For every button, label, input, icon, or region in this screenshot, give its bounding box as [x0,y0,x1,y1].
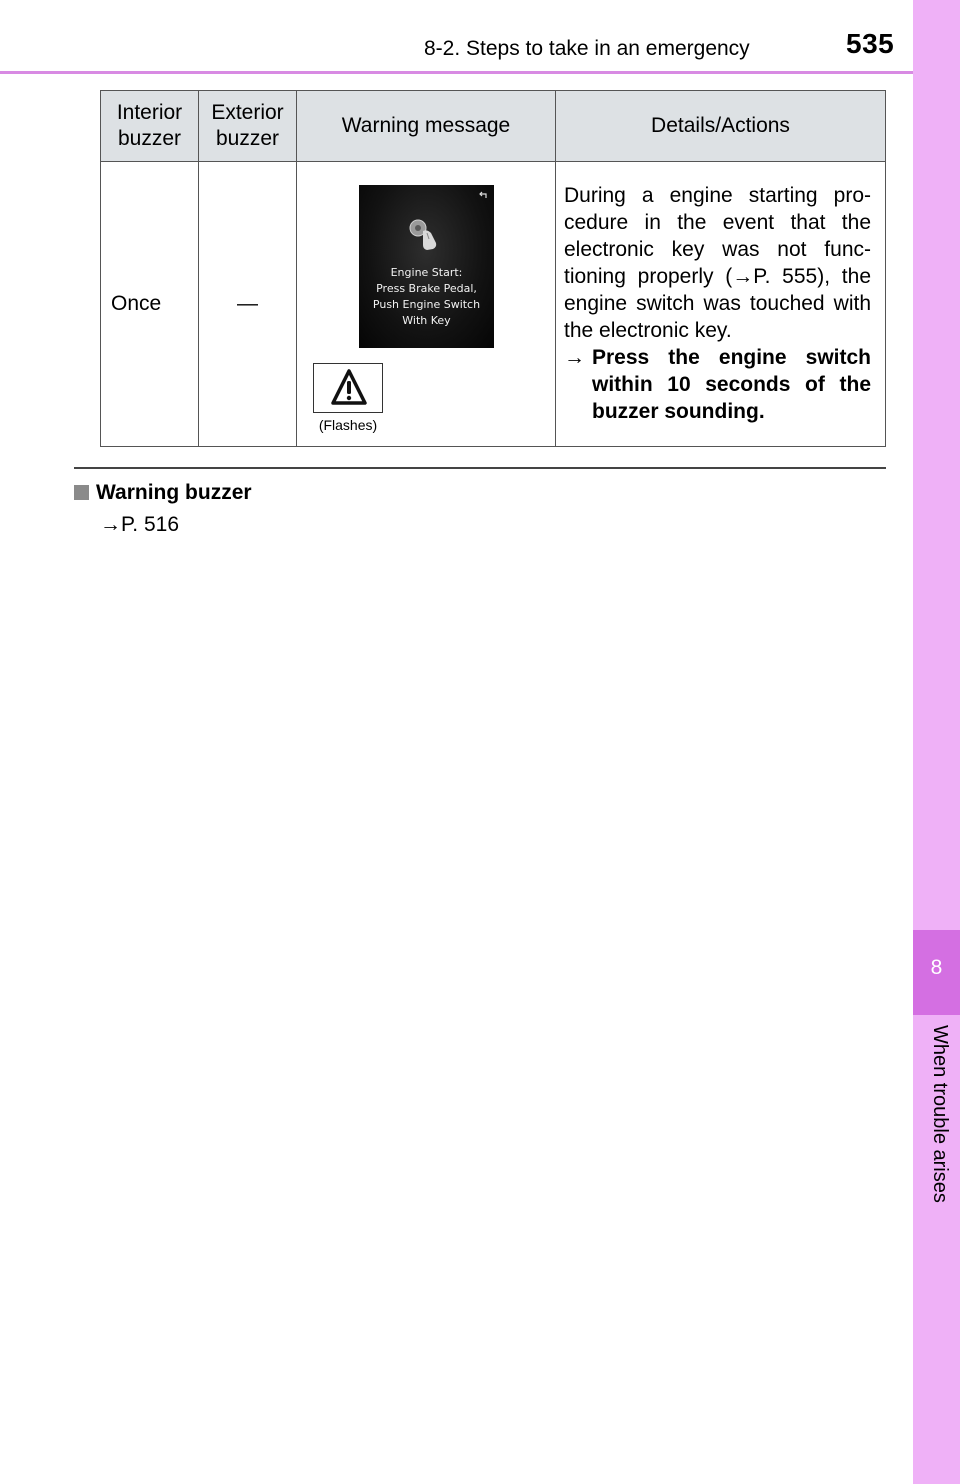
square-bullet-icon [74,485,89,500]
cell-details-actions [556,162,886,447]
warning-triangle-icon [330,368,368,408]
page-header [0,0,913,76]
section-heading [74,481,252,505]
back-arrow-icon [478,190,488,200]
table-row [101,162,886,447]
chapter-title [921,1025,951,1245]
chapter-number-block [913,930,960,1015]
section-title: 8-2. Steps to take in an emergency [424,37,750,60]
header-interior-buzzer: Interior buzzer [101,91,199,162]
header-exterior-buzzer: Exterior buzzer [199,91,297,162]
page-reference: →P. 516 [100,513,180,536]
chapter-number: 8 [930,956,943,979]
action-arrow: → [564,346,585,369]
details-text: During a engine starting pro-cedure in the event that the electronic key was not func-tioning properly (→P. 555), the engine switch was touched with the electronic key. [564,184,871,342]
page-number: 535 [846,28,895,59]
section-heading-text: Warning buzzer [96,481,252,504]
warning-light-box [313,363,383,413]
electronic-key-icon [407,217,439,251]
chapter-title-text: When trouble arises [929,1025,951,1203]
warning-table [100,90,886,447]
flashes-label: (Flashes) [318,417,378,433]
table-header-row [101,91,886,162]
chapter-side-tab [913,0,960,1484]
screen-message-text: Engine Start: Press Brake Pedal, Push Engine Switch With Key [372,266,481,327]
cell-exterior-buzzer: — [199,162,297,447]
header-warning-message: Warning message [297,91,556,162]
action-text: Press the engine switch within 10 seconds of the buzzer sounding. [592,346,871,423]
cell-warning-message [297,162,556,447]
header-details-actions: Details/Actions [556,91,886,162]
display-screen-image [359,185,494,348]
header-divider [0,71,913,74]
section-divider [74,467,886,469]
cell-interior-buzzer: Once [101,162,199,447]
action-instruction [564,344,871,425]
